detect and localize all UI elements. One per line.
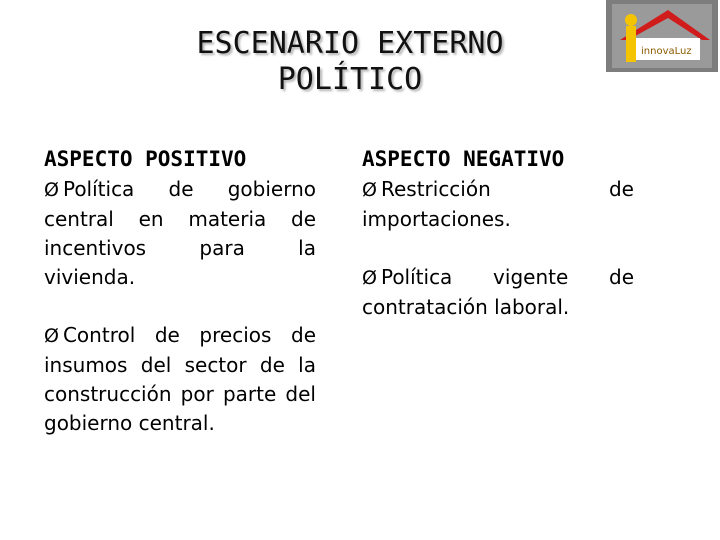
arrow-bullet-icon: Ø [44,179,59,201]
positive-heading: ASPECTO POSITIVO [44,147,247,171]
negative-item-2 [362,263,634,322]
negative-item-1-text: Restricción de importaciones. [362,177,634,231]
slide-title [100,26,600,98]
negative-item-1 [362,175,634,234]
title-line-2: POLÍTICO [277,62,423,97]
negative-item-2-text: Política vigente de contratación laboral. [362,265,634,319]
company-logo [606,0,718,72]
title-line-1: ESCENARIO EXTERNO [196,26,504,61]
house-logo-icon [606,0,718,72]
positive-item-1 [44,175,316,292]
arrow-bullet-icon: Ø [44,325,59,347]
positive-item-2-text: Control de precios de insumos del sector de la construcción por parte del gobierno central. [44,323,316,435]
positive-item-2 [44,321,316,438]
negative-heading: ASPECTO NEGATIVO [362,147,565,171]
arrow-bullet-icon: Ø [362,267,377,289]
positive-column [44,146,316,438]
positive-item-1-text: Política de gobierno central en materia de incentivos para la vivienda. [44,177,316,289]
logo-text: innovaLuz [641,46,692,57]
arrow-bullet-icon: Ø [362,179,377,201]
negative-column [362,146,634,322]
